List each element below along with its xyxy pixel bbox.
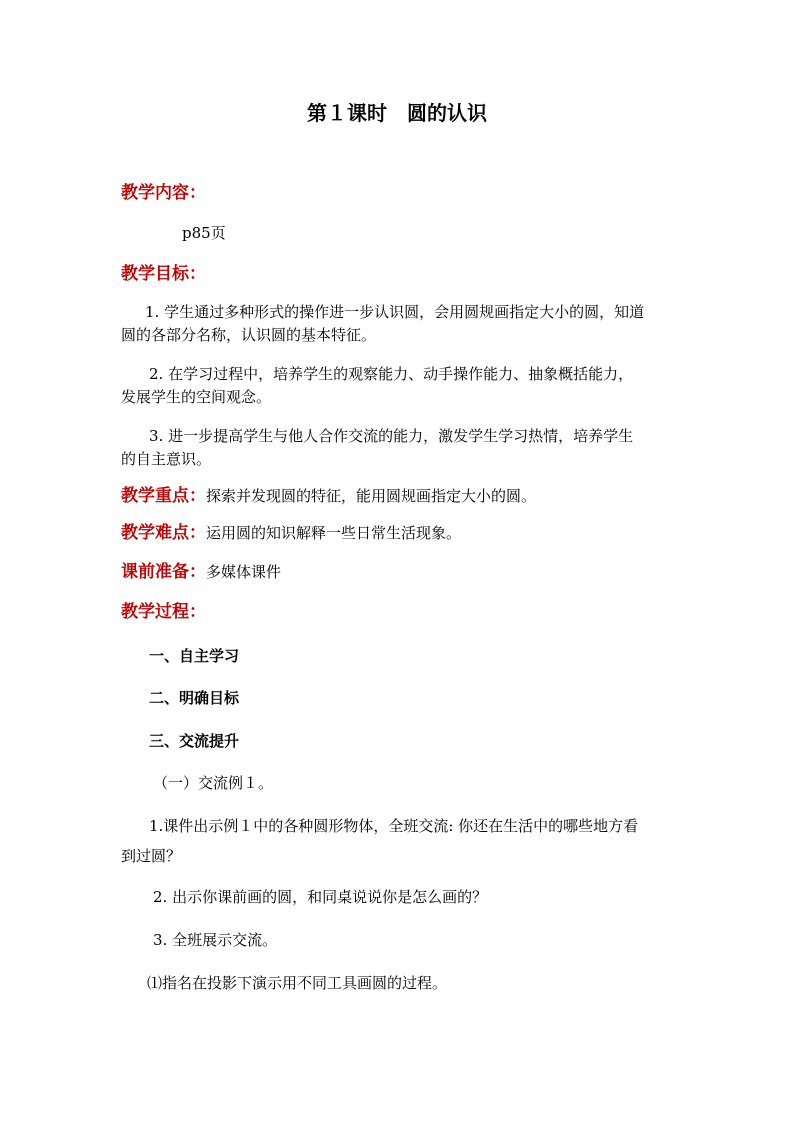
prep-label: 课前准备： [121, 562, 206, 582]
difficulty-value: 运用圆的知识解释一些日常生活现象。 [206, 524, 462, 542]
key-label: 教学重点： [121, 486, 206, 506]
step-2: 二、明确目标 [149, 689, 240, 707]
sub-section: （一）交流例１。 [153, 774, 274, 792]
goal-1-line-2: 圆的各部分名称，认识圆的基本特征。 [121, 326, 377, 344]
content-value: p85页 [182, 224, 226, 242]
step-3: 三、交流提升 [149, 732, 240, 750]
difficulty-point [121, 522, 461, 544]
page-title: 第１课时 圆的认识 [307, 101, 487, 125]
item-1-line-1: 1.课件出示例１中的各种圆形物体，全班交流: 你还在生活中的哪些地方看 [149, 817, 639, 835]
goal-3-line-1: 3. 进一步提高学生与他人合作交流的能力，激发学生学习热情，培养学生 [149, 427, 634, 445]
process-label: 教学过程： [121, 602, 206, 622]
item-2: 2. 出示你课前画的圆，和同桌说说你是怎么画的？ [153, 888, 488, 906]
key-value: 探索并发现圆的特征，能用圆规画指定大小的圆。 [206, 487, 537, 505]
goal-1-line-1: 1. 学生通过多种形式的操作进一步认识圆，会用圆规画指定大小的圆，知道 [145, 303, 645, 321]
goal-2-line-2: 发展学生的空间观念。 [121, 388, 272, 406]
goal-2-line-1: 2. 在学习过程中，培养学生的观察能力、动手操作能力、抽象概括能力， [149, 365, 634, 383]
item-1-line-2: 到过圆？ [121, 847, 182, 865]
step-1: 一、自主学习 [149, 647, 240, 665]
item-3: 3. 全班展示交流。 [153, 931, 278, 949]
sub-item-1: ⑴指名在投影下演示用不同工具画圆的过程。 [147, 974, 448, 992]
goals-label: 教学目标： [121, 264, 206, 284]
prep-value: 多媒体课件 [206, 563, 282, 581]
difficulty-label: 教学难点： [121, 523, 206, 543]
prep-point [121, 561, 281, 583]
goal-3-line-2: 的自主意识。 [121, 450, 212, 468]
content-label: 教学内容： [121, 183, 206, 203]
key-point [121, 485, 536, 507]
